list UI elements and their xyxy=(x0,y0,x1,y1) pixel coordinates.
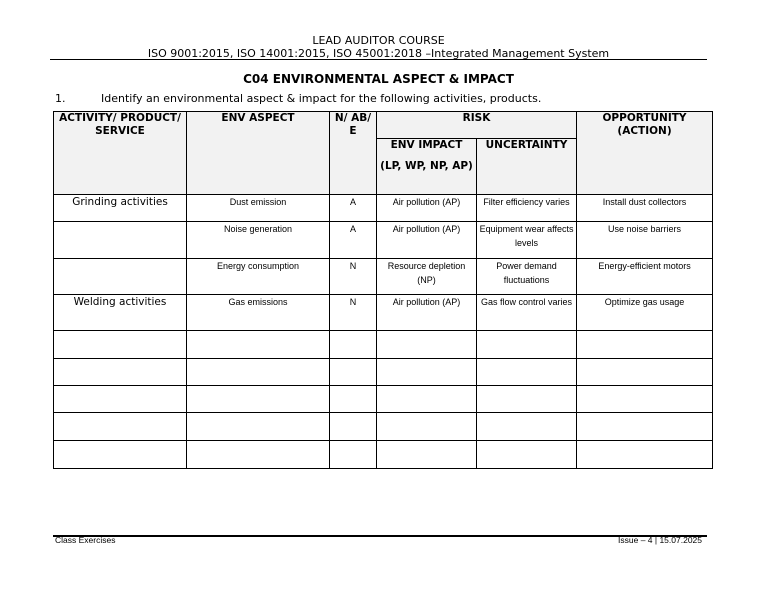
cell-uncertainty: Gas flow control varies xyxy=(477,295,577,331)
header-env-impact xyxy=(377,139,477,195)
header-env-aspect: ENV ASPECT xyxy=(187,112,330,195)
env-impact-codes: (LP, WP, NP, AP) xyxy=(380,160,473,172)
cell-activity xyxy=(54,359,187,386)
cell-uncertainty xyxy=(477,413,577,441)
cell-aspect xyxy=(187,386,330,413)
cell-opportunity: Install dust collectors xyxy=(577,195,713,222)
cell-impact xyxy=(377,441,477,469)
cell-impact xyxy=(377,386,477,413)
cell-impact xyxy=(377,331,477,359)
header-activity: ACTIVITY/ PRODUCT/ SERVICE xyxy=(54,112,187,195)
page-header xyxy=(50,34,707,60)
cell-aspect xyxy=(187,331,330,359)
exercise-title: C04 ENVIRONMENTAL ASPECT & IMPACT xyxy=(243,72,514,86)
table-row xyxy=(54,295,713,331)
cell-uncertainty xyxy=(477,359,577,386)
cell-impact xyxy=(377,413,477,441)
instruction-text: Identify an environmental aspect & impact for the following activities, products. xyxy=(101,92,542,105)
cell-nabe: A xyxy=(330,222,377,259)
header-nabe: N/ AB/ E xyxy=(330,112,377,195)
cell-uncertainty xyxy=(477,386,577,413)
cell-opportunity xyxy=(577,331,713,359)
cell-activity: Grinding activities xyxy=(54,195,187,222)
header-uncertainty: UNCERTAINTY xyxy=(477,139,577,195)
cell-aspect: Gas emissions xyxy=(187,295,330,331)
cell-impact: Air pollution (AP) xyxy=(377,222,477,259)
cell-aspect xyxy=(187,441,330,469)
cell-activity xyxy=(54,222,187,259)
cell-impact xyxy=(377,359,477,386)
cell-opportunity: Optimize gas usage xyxy=(577,295,713,331)
header-divider xyxy=(50,59,707,60)
cell-aspect: Dust emission xyxy=(187,195,330,222)
cell-activity xyxy=(54,331,187,359)
footer-divider xyxy=(53,535,707,537)
table-row xyxy=(54,259,713,295)
cell-impact: Air pollution (AP) xyxy=(377,295,477,331)
table-body xyxy=(54,195,713,469)
table-row xyxy=(54,222,713,259)
standards-line: ISO 9001:2015, ISO 14001:2015, ISO 45001:2018 –Integrated Management System xyxy=(147,47,610,60)
cell-nabe: N xyxy=(330,295,377,331)
table-row xyxy=(54,359,713,386)
table-row xyxy=(54,441,713,469)
cell-nabe xyxy=(330,386,377,413)
table-row xyxy=(54,413,713,441)
table-row xyxy=(54,195,713,222)
cell-aspect xyxy=(187,413,330,441)
cell-opportunity xyxy=(577,413,713,441)
cell-aspect: Noise generation xyxy=(187,222,330,259)
env-impact-label: ENV IMPACT xyxy=(390,139,463,151)
cell-activity xyxy=(54,441,187,469)
cell-uncertainty: Power demand fluctuations xyxy=(477,259,577,295)
cell-uncertainty xyxy=(477,331,577,359)
cell-opportunity: Use noise barriers xyxy=(577,222,713,259)
cell-nabe: N xyxy=(330,259,377,295)
cell-activity xyxy=(54,386,187,413)
footer-left: Class Exercises xyxy=(55,535,116,545)
cell-nabe xyxy=(330,441,377,469)
cell-impact: Air pollution (AP) xyxy=(377,195,477,222)
cell-opportunity: Energy-efficient motors xyxy=(577,259,713,295)
cell-uncertainty: Filter efficiency varies xyxy=(477,195,577,222)
cell-nabe xyxy=(330,413,377,441)
instruction-number: 1. xyxy=(55,92,66,105)
cell-activity: Welding activities xyxy=(54,295,187,331)
cell-aspect xyxy=(187,359,330,386)
cell-uncertainty xyxy=(477,441,577,469)
cell-impact: Resource depletion (NP) xyxy=(377,259,477,295)
cell-opportunity xyxy=(577,386,713,413)
aspect-impact-table xyxy=(53,111,713,469)
table-row xyxy=(54,331,713,359)
cell-opportunity xyxy=(577,441,713,469)
cell-activity xyxy=(54,413,187,441)
header-opportunity: OPPORTUNITY (ACTION) xyxy=(577,112,713,195)
cell-nabe xyxy=(330,331,377,359)
cell-aspect: Energy consumption xyxy=(187,259,330,295)
footer-right: Issue – 4 | 15.07.2025 xyxy=(618,535,702,545)
instruction xyxy=(55,92,541,105)
course-title: LEAD AUDITOR COURSE xyxy=(312,34,445,47)
header-risk: RISK xyxy=(377,112,577,139)
cell-uncertainty: Equipment wear affects levels xyxy=(477,222,577,259)
cell-activity xyxy=(54,259,187,295)
cell-opportunity xyxy=(577,359,713,386)
cell-nabe xyxy=(330,359,377,386)
cell-nabe: A xyxy=(330,195,377,222)
table-row xyxy=(54,386,713,413)
